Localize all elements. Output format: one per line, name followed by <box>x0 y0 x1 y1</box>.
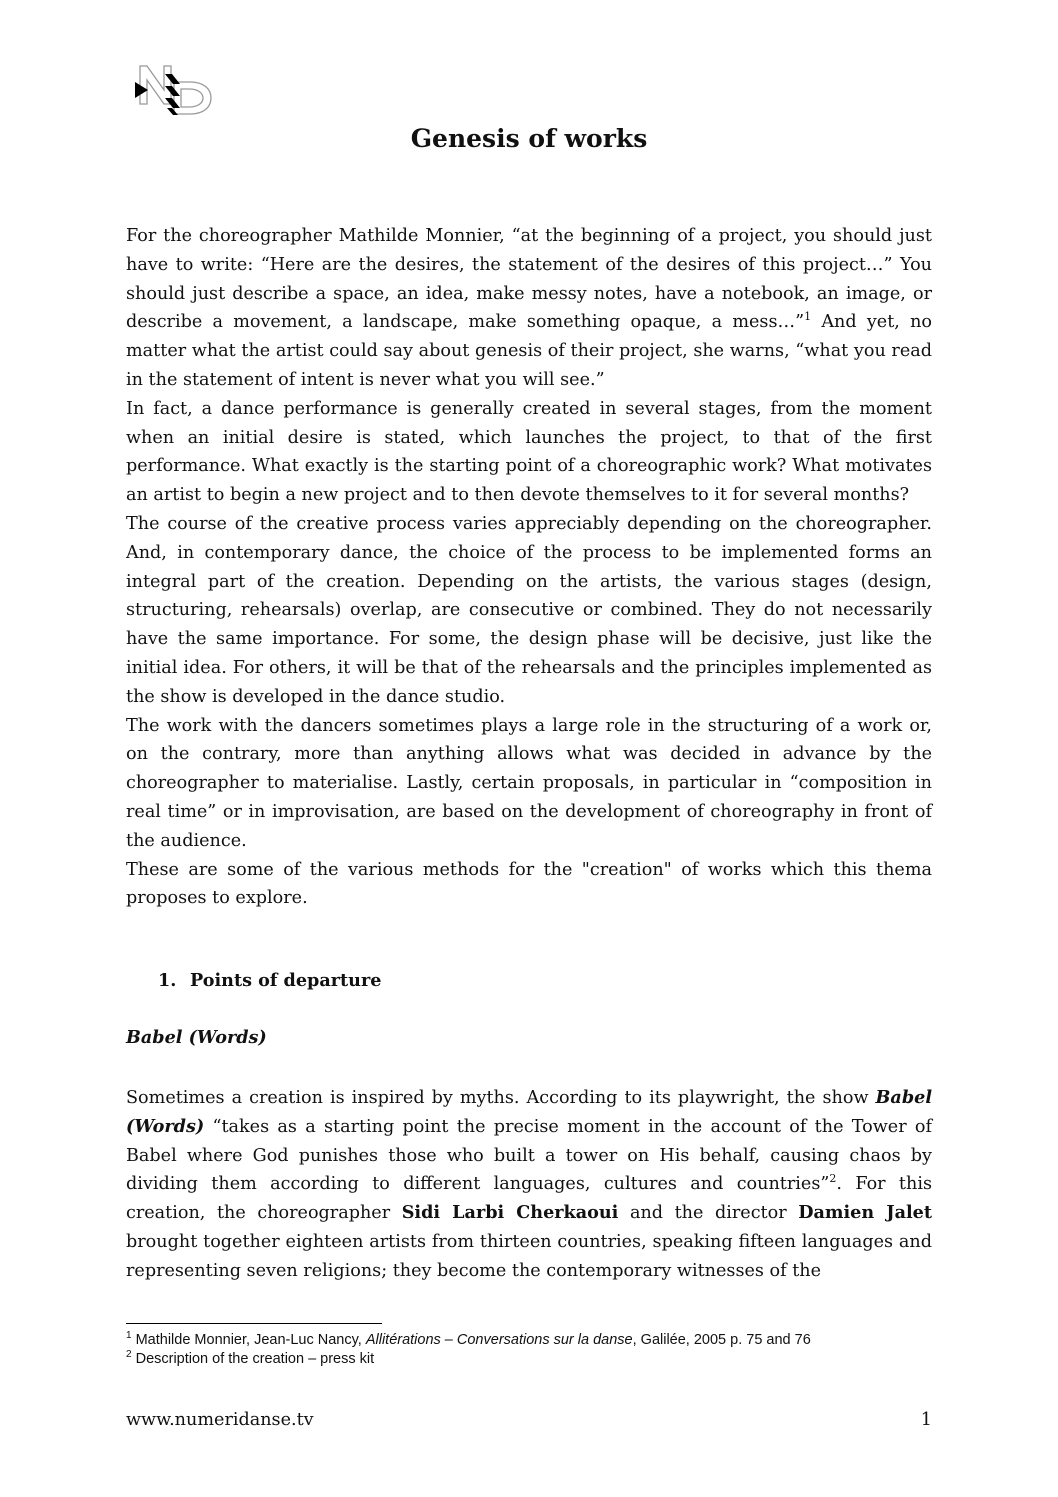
intro-text <box>126 222 932 913</box>
footer-url: www.numeridanse.tv <box>126 1410 314 1430</box>
footnote: $^1$ Mathilde Monnier, Jean-Luc Nancy, Allitérations – Conversations sur la danse, Galilée, 2005 p. 75 and 76 <box>126 1330 811 1348</box>
footnote-divider <box>126 1323 382 1324</box>
page-number: 1 <box>920 1410 932 1430</box>
paragraph: In fact, a dance performance is generally created in several stages, from the moment when an initial desire is stated, which launches the project, to that of the first performance. What exactly is the starting point of a choreographic work? What motivates an artist to begin a new project and to then devote themselves to it for several months? <box>126 398 932 506</box>
footnote: $^2$ Description of the creation – press kit <box>126 1349 375 1367</box>
babel-text <box>126 1084 932 1286</box>
section-heading <box>158 970 381 991</box>
footnote-ref: 1 <box>804 310 812 324</box>
numeridanse-logo-icon <box>134 64 214 116</box>
paragraph: The work with the dancers sometimes plays a large role in the structuring of a work or, on the contrary, more than anything allows what was decided in advance by the choreographer to materialise. Lastly, certain proposals, in particular in “composition in real time” or in improvisation, are based on the development of choreography in front of the audience. <box>126 715 932 851</box>
section-number: 1. <box>158 970 177 991</box>
paragraph: For the choreographer Mathilde Monnier, “at the beginning of a project, you should just have to write: “Here are the desires, the statement of the desires of this project…” You should just describe a space, an idea, make messy notes, have a notebook, an image, or describe a movement, a landscape, make something opaque, a mess…”$^1$ And yet, no matter what the artist could say about genesis of their project, she warns, “what you read in the statement of intent is never what you will see.” <box>126 226 933 390</box>
footnotes <box>126 1331 932 1369</box>
person-name: Damien Jalet <box>798 1202 932 1224</box>
document-title: Genesis of works <box>410 124 648 153</box>
paragraph: These are some of the various methods for the "creation" of works which this thema proposes to explore. <box>126 859 932 909</box>
paragraph: The course of the creative process varies appreciably depending on the choreographer. And, in contemporary dance, the choice of the process to be implemented forms an integral part of the creation. Depending on the artists, the various stages (design, structuring, rehearsals) overlap, are consecutive or combined. They do not necessarily have the same importance. For some, the design phase will be decisive, just like the initial idea. For others, it will be that of the rehearsals and the principles implemented as the show is developed in the dance studio. <box>126 513 932 707</box>
paragraph: Sometimes a creation is inspired by myths. According to its playwright, the show Babel (Words) “takes as a starting point the precise moment in the account of the Tower of Babel where God punishes those who built a tower on His behalf, causing chaos by dividing them according to different languages, cultures and countries”$^2$. For this creation, the choreographer Sidi Larbi Cherkaoui and the director Damien Jalet brought together eighteen artists from thirteen countries, speaking fifteen languages and representing seven religions; they become the contemporary witnesses of the <box>126 1087 932 1281</box>
work-title: Babel (Words) <box>126 1087 932 1137</box>
person-name: Sidi Larbi Cherkaoui <box>401 1202 619 1224</box>
footnote-ref: 2 <box>829 1172 837 1186</box>
section-label: Points of departure <box>190 970 382 991</box>
subsection-heading: Babel (Words) <box>126 1027 267 1048</box>
